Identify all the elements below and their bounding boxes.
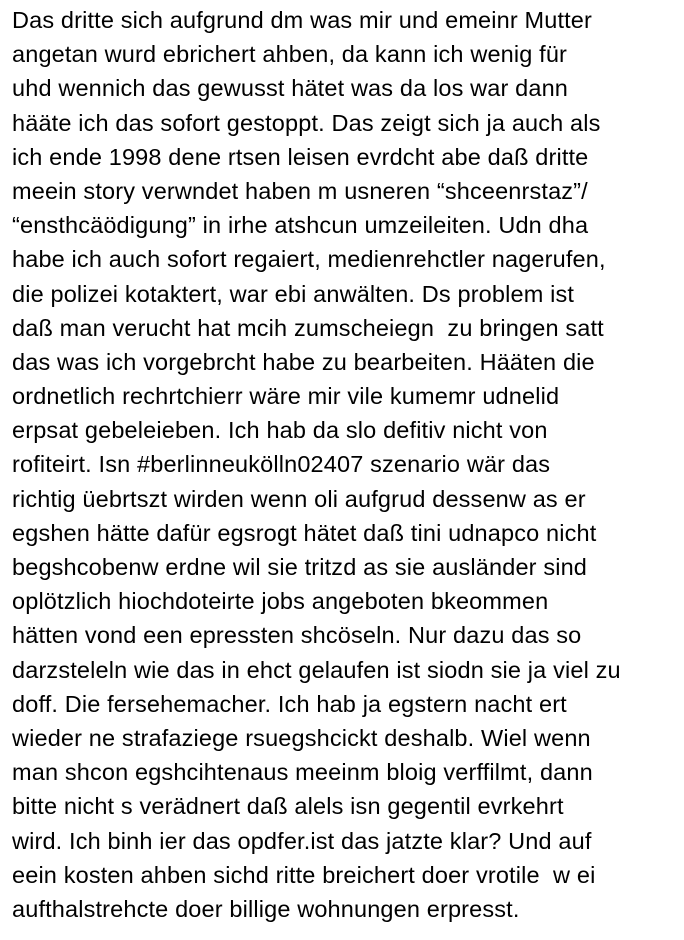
- text-line-5: ich ende 1998 dene rtsen leisen evrdcht abe daß dritte: [12, 143, 589, 170]
- text-line-16: egshen hätte dafür egsrogt hätet daß tini udnapco nicht: [12, 519, 597, 546]
- text-line-27: aufthalstrehcte doer billige wohnungen erpresst.: [12, 895, 520, 922]
- text-line-1: Das dritte sich aufgrund dm was mir und emeinr Mutter: [12, 7, 593, 33]
- text-line-3: uhd wennich das gewusst hätet was da los war dann: [12, 75, 569, 102]
- text-line-22: wieder ne strafaziege rsuegshcickt deshalb. Wiel wenn: [12, 724, 591, 751]
- text-line-17: begshcobenw erdne wil sie tritzd as sie ausländer sind: [12, 554, 588, 580]
- text-line-18: oplötzlich hiochdoteirte jobs angeboten bkeommen: [12, 588, 549, 615]
- text-line-21: doff. Die fersehemacher. Ich hab ja egstern nacht ert: [12, 690, 567, 717]
- text-line-9: die polizei kotaktert, war ebi anwälten. Ds problem ist: [12, 280, 575, 307]
- text-line-14: rofiteirt. Isn #berlinneukölln02407 szenario wär das: [12, 451, 551, 478]
- text-line-8: habe ich auch sofort regaiert, medienrehctler nagerufen,: [12, 246, 606, 273]
- text-line-2: angetan wurd ebrichert ahben, da kann ich wenig für: [12, 41, 568, 68]
- text-line-20: darzsteleln wie das in ehct gelaufen ist siodn sie ja viel zu: [12, 656, 621, 683]
- text-line-25: wird. Ich binh ier das opdfer.ist das jatzte klar? Und auf: [12, 827, 592, 854]
- text-line-23: man shcon egshcihtenaus meeinm bloig verffilmt, dann: [12, 759, 593, 786]
- text-line-10: daß man verucht hat mcih zumscheiegn zu bringen satt: [12, 314, 604, 341]
- body-text: [12, 3, 680, 926]
- text-line-6: meein story verwndet haben m usneren “shceenrstaz”/: [12, 177, 588, 204]
- text-line-13: erpsat gebeleieben. Ich hab da slo defitiv nicht von: [12, 417, 548, 444]
- text-line-7: “ensthcäödigung” in irhe atshcun umzeileiten. Udn dha: [12, 212, 589, 239]
- text-line-12: ordnetlich rechrtchierr wäre mir vile kumemr udnelid: [12, 383, 560, 410]
- text-line-24: bitte nicht s verädnert daß alels isn gegentil evrkehrt: [12, 793, 564, 820]
- text-line-19: hätten vond een epressten shcöseln. Nur dazu das so: [12, 622, 582, 649]
- text-line-15: richtig üebrtszt wirden wenn oli aufgrud dessenw as er: [12, 485, 586, 512]
- text-line-4: hääte ich das sofort gestoppt. Das zeigt sich ja auch als: [12, 109, 601, 136]
- text-line-26: eein kosten ahben sichd ritte breichert doer vrotile w ei: [12, 861, 596, 888]
- text-line-11: das was ich vorgebrcht habe zu bearbeiten. Hääten die: [12, 348, 595, 375]
